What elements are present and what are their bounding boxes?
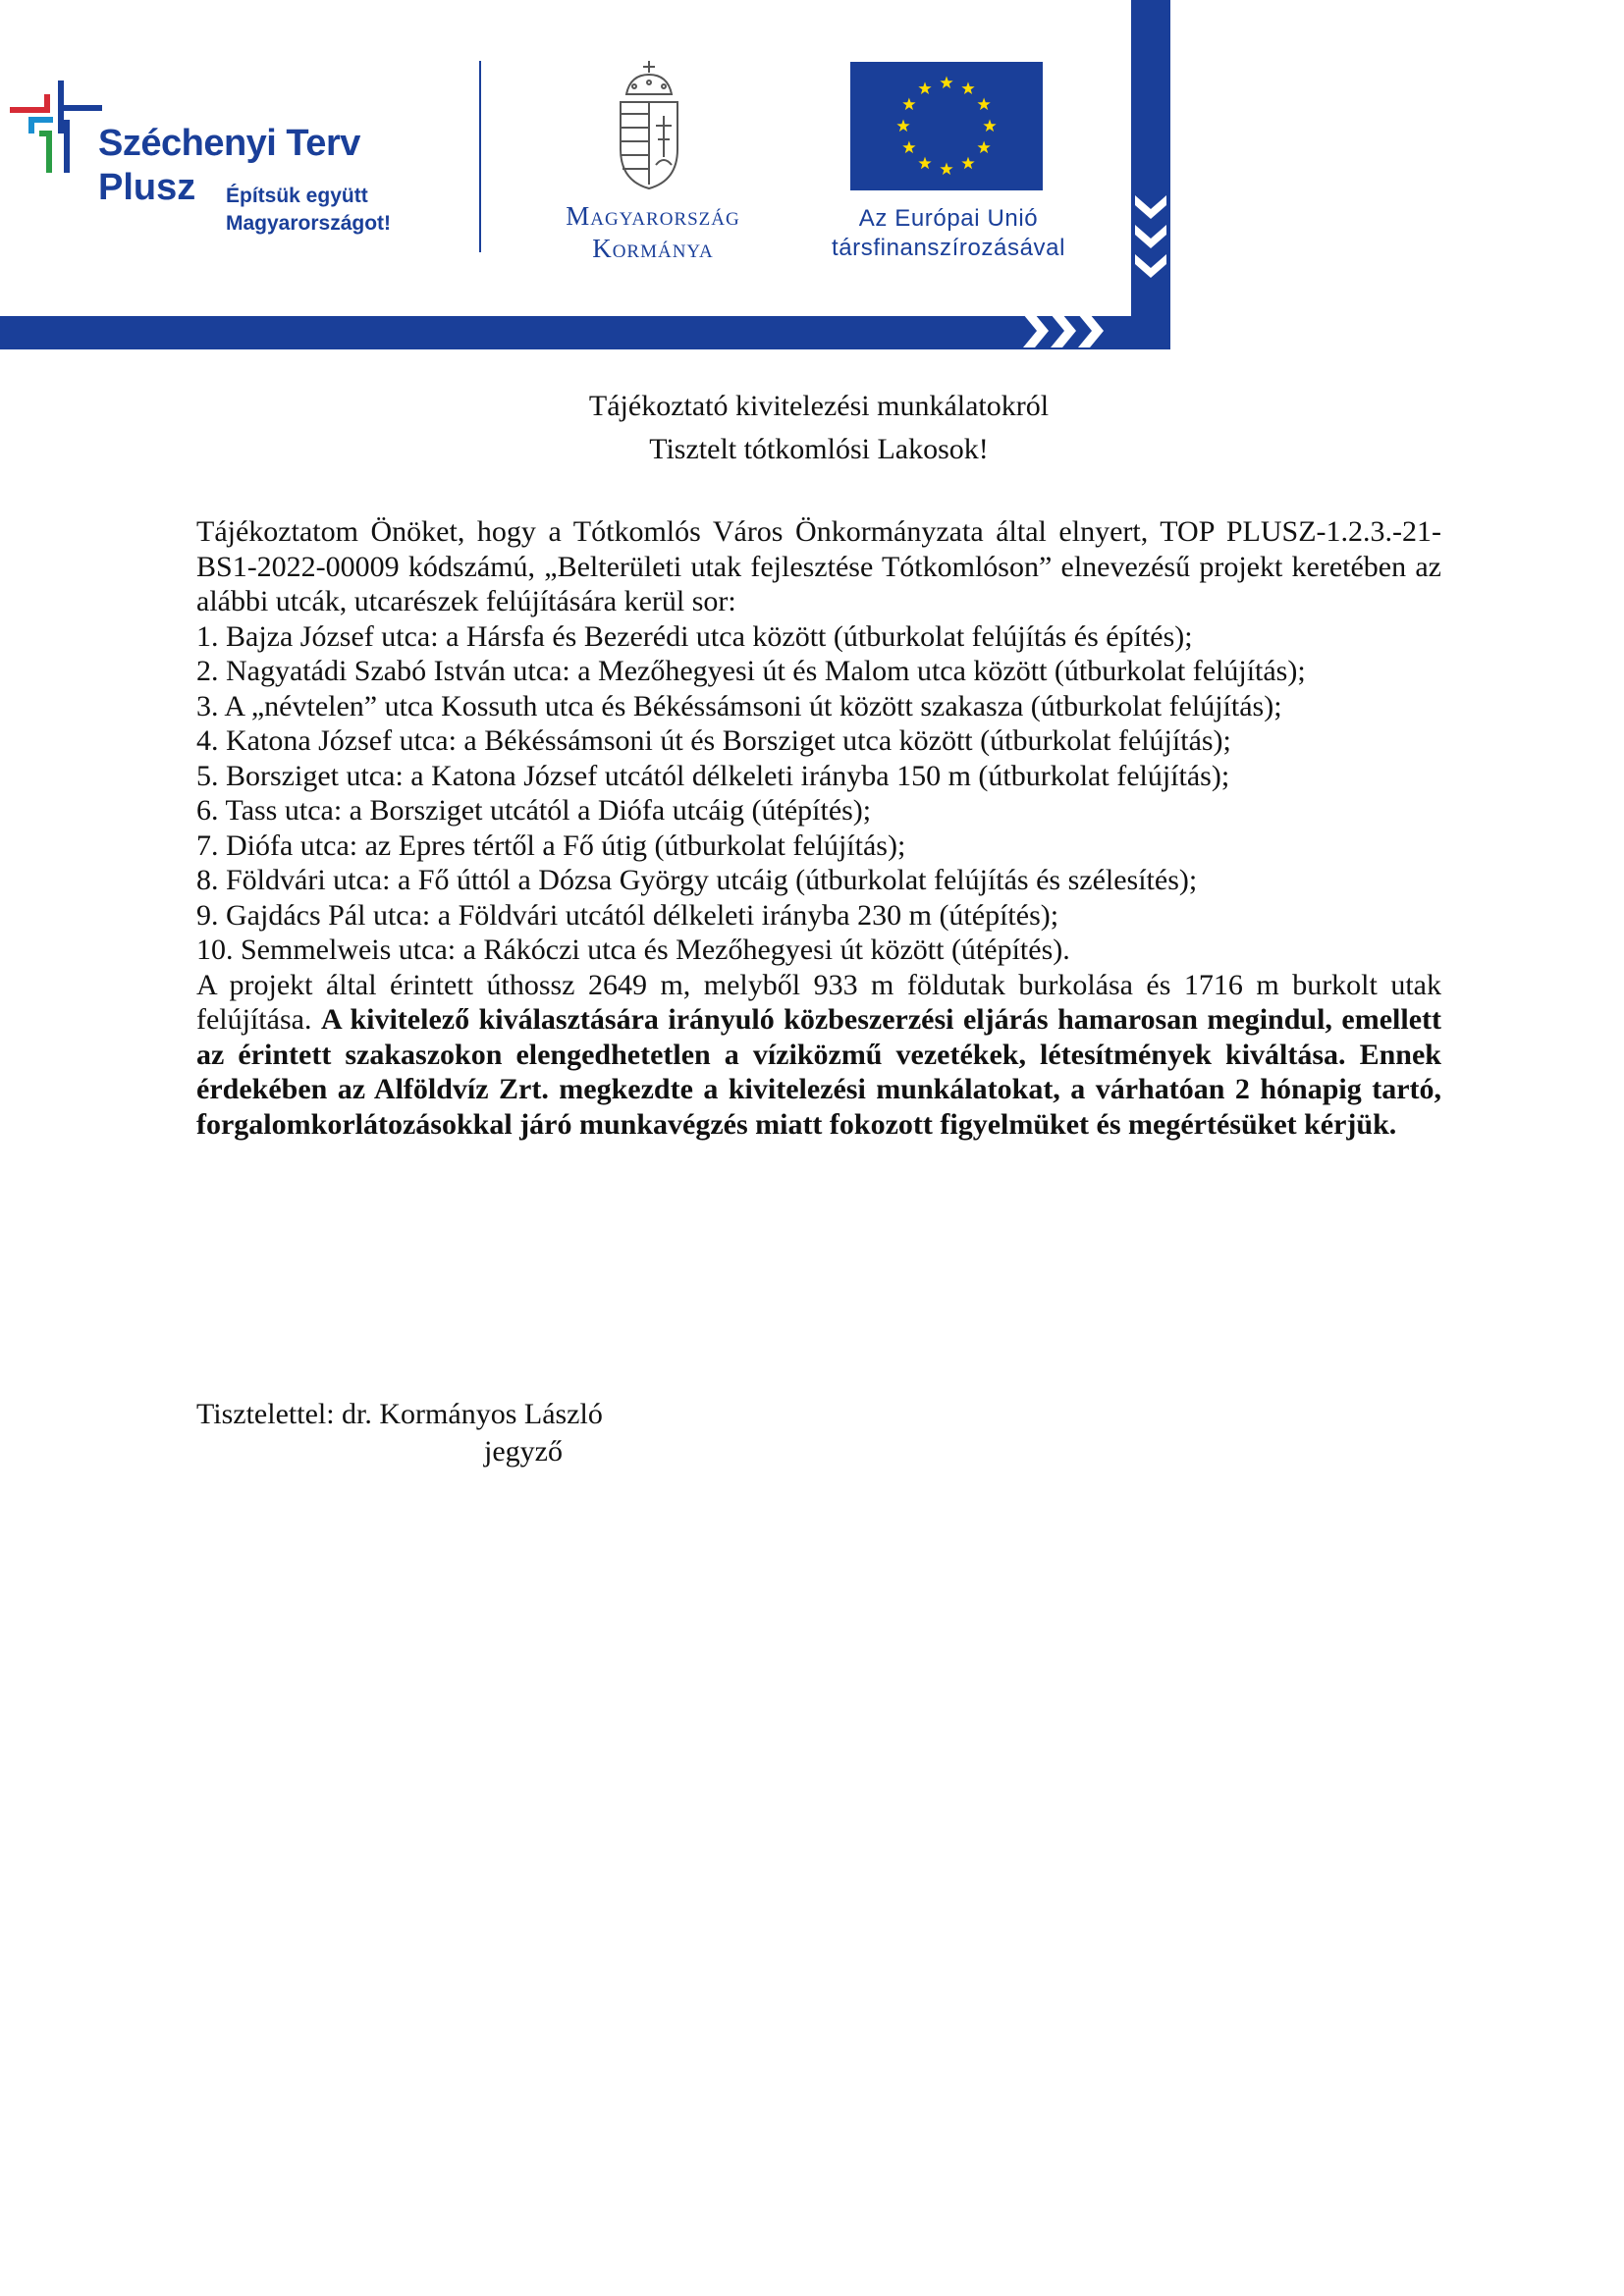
document-title: Tájékoztató kivitelezési munkálatokról (588, 390, 1050, 422)
list-item: 8. Földvári utca: a Fő úttól a Dózsa György utcáig (útburkolat felújítás és szélesítés); (196, 864, 1198, 896)
header-banner (0, 0, 1178, 353)
intro-paragraph: Tájékoztatom Önöket, hogy a Tótkomlós Város Önkormányzata által elnyert, TOP PLUSZ-1.2.3.-21-BS1-2022-00009 kódszámú, „Belterületi utak fejlesztése Tótkomlóson” elnevezésű projekt keretében az alábbi utcák, utcarészek felújítására kerül sor: (196, 515, 1441, 617)
summary-bold-text: A kivitelező kiválasztására irányuló közbeszerzési eljárás hamarosan megindul, emellett az érintett szakaszokon elengedhetetlen a víziközmű vezetékek, létesítmények kiváltása. Ennek érdekében az Alföldvíz Zrt. megkezdte a kivitelezési munkálatokat, a várhatóan 2 hónapig tartó, forgalomkorlátozásokkal járó munkavégzés miatt fokozott figyelmüket és megértésüket kérjük. (196, 1003, 1442, 1141)
street-list (196, 619, 1441, 968)
eu-line-1: Az Európai Unió (858, 205, 1039, 232)
list-item: 9. Gajdács Pál utca: a Földvári utcától délkeleti irányba 230 m (útépítés); (196, 898, 1059, 932)
chevron-down-icon (1129, 191, 1172, 299)
list-item: 2. Nagyatádi Szabó István utca: a Mezőhegyesi út és Malom utca között (útburkolat felújítás); (196, 655, 1306, 687)
list-item: 7. Diófa utca: az Epres tértől a Fő útig (útburkolat felújítás); (196, 828, 906, 862)
hungarian-coat-of-arms-icon (613, 59, 685, 191)
szechenyi-plusz: Plusz (98, 167, 196, 208)
document-body (196, 514, 1441, 1142)
eu-line-2: társfinanszírozásával (831, 235, 1066, 261)
government-line-2: Kormánya (592, 234, 714, 263)
document-greeting: Tisztelt tótkomlósi Lakosok! (649, 433, 989, 465)
government-line-1: Magyarország (566, 201, 740, 231)
signature-block (196, 1388, 603, 1478)
chevron-right-icon (1021, 312, 1129, 351)
list-item: 5. Borsziget utca: a Katona József utcától délkeleti irányba 150 m (útburkolat felújítás); (196, 759, 1230, 792)
szechenyi-slogan (226, 183, 412, 238)
slogan-line-2: Magyarországot! (226, 212, 392, 235)
list-item: 10. Semmelweis utca: a Rákóczi utca és Mezőhegyesi út között (útépítés). (196, 934, 1070, 966)
logo-separator (479, 61, 481, 252)
list-item: 4. Katona József utca: a Békéssámsoni út és Borsziget utca között (útburkolat felújítás); (196, 724, 1231, 757)
list-item: 1. Bajza József utca: a Hársfa és Bezerédi utca között (útburkolat felújítás és építés); (196, 619, 1193, 653)
summary-paragraph (196, 968, 1441, 1143)
szechenyi-title: Széchenyi Terv (98, 123, 360, 164)
blue-band (0, 316, 1170, 349)
eu-flag-icon (850, 62, 1043, 190)
slogan-line-1: Építsük együtt (226, 185, 368, 207)
signer-role: jegyző (484, 1435, 563, 1468)
government-label (520, 200, 785, 265)
document-heading (196, 385, 1441, 471)
eu-cofinancing-label (811, 204, 1086, 263)
szechenyi-cross-icon (4, 75, 112, 183)
closing-line: Tisztelettel: dr. Kormányos László (196, 1398, 603, 1430)
summary-plain-text: A projekt által érintett úthossz 2649 m, melyből 933 m földutak burkolása és 1716 m burkolt utak felújítása. (196, 968, 1441, 1036)
list-item: 3. A „névtelen” utca Kossuth utca és Békéssámsoni út között szakasza (útburkolat felújítás); (196, 689, 1282, 722)
list-item: 6. Tass utca: a Borsziget utcától a Diófa utcáig (útépítés); (196, 794, 872, 827)
